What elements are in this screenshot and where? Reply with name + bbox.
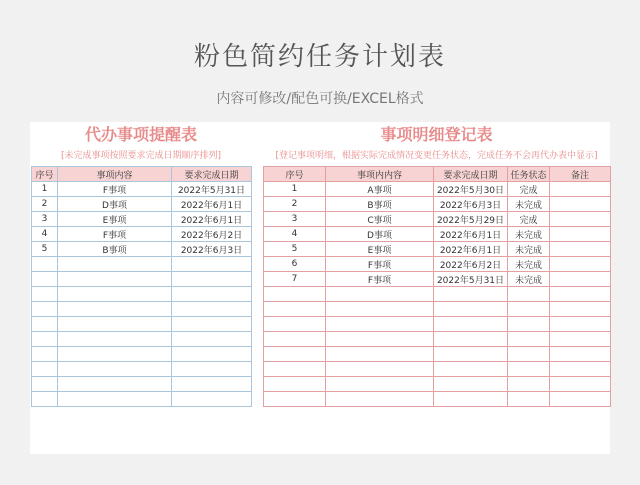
table-cell[interactable]: 2 (32, 197, 58, 212)
table-cell[interactable]: 3 (32, 212, 58, 227)
table-cell[interactable] (326, 347, 434, 362)
table-cell[interactable]: 2022年5月31日 (172, 182, 252, 197)
table-cell[interactable]: D事项 (326, 227, 434, 242)
table-cell[interactable] (58, 257, 172, 272)
table-cell[interactable]: A事项 (326, 182, 434, 197)
table-row (264, 272, 611, 287)
detail-table (263, 166, 611, 407)
table-cell[interactable]: 2022年5月29日 (434, 212, 508, 227)
table-cell[interactable] (550, 242, 611, 257)
table-cell[interactable] (32, 272, 58, 287)
table-cell[interactable] (326, 332, 434, 347)
table-cell[interactable] (550, 197, 611, 212)
table-cell[interactable]: B事项 (58, 242, 172, 257)
table-row (264, 227, 611, 242)
table-cell[interactable] (264, 347, 326, 362)
table-cell[interactable]: 2022年5月31日 (434, 272, 508, 287)
table-row (32, 332, 252, 347)
table-row (264, 287, 611, 302)
table-cell[interactable]: 5 (32, 242, 58, 257)
table-row (264, 362, 611, 377)
column-header: 事项内容 (58, 167, 172, 182)
table-cell[interactable]: 4 (32, 227, 58, 242)
table-cell[interactable]: F事项 (58, 182, 172, 197)
table-cell[interactable] (508, 332, 550, 347)
table-cell[interactable] (550, 302, 611, 317)
table-row (32, 302, 252, 317)
table-row (32, 377, 252, 392)
table-cell[interactable]: D事项 (58, 197, 172, 212)
table-cell[interactable] (58, 317, 172, 332)
table-cell[interactable] (508, 347, 550, 362)
table-cell[interactable]: 2022年6月2日 (434, 257, 508, 272)
column-header: 备注 (550, 167, 611, 182)
page-subtitle: 内容可修改/配色可换/EXCEL格式 (216, 91, 424, 107)
table-cell[interactable] (434, 302, 508, 317)
table-cell[interactable] (434, 362, 508, 377)
column-header: 事项内内容 (326, 167, 434, 182)
table-cell[interactable] (550, 332, 611, 347)
table-cell[interactable]: 2 (264, 197, 326, 212)
table-cell[interactable] (32, 347, 58, 362)
table-row (264, 347, 611, 362)
table-cell[interactable]: 未完成 (508, 257, 550, 272)
table-row (32, 212, 252, 227)
table-cell[interactable] (434, 347, 508, 362)
table-cell[interactable] (172, 392, 252, 407)
table-cell[interactable]: 2022年6月3日 (434, 197, 508, 212)
page-title: 粉色简约任务计划表 (193, 42, 446, 72)
table-row (32, 287, 252, 302)
table-cell[interactable] (434, 377, 508, 392)
table-cell[interactable]: 2022年6月1日 (172, 197, 252, 212)
table-cell[interactable] (508, 317, 550, 332)
table-cell[interactable] (172, 362, 252, 377)
table-cell[interactable] (326, 362, 434, 377)
table-cell[interactable] (264, 332, 326, 347)
table-cell[interactable]: E事项 (326, 242, 434, 257)
table-row (264, 332, 611, 347)
detail-panel-note: [登记事项明细，根据实际完成情况变更任务状态，完成任务不会再代办表中显示] (275, 151, 598, 161)
table-cell[interactable] (32, 257, 58, 272)
table-cell[interactable]: 2022年6月2日 (172, 227, 252, 242)
table-cell[interactable] (550, 347, 611, 362)
table-cell[interactable]: 1 (264, 182, 326, 197)
table-cell[interactable] (550, 257, 611, 272)
table-cell[interactable]: F事项 (58, 227, 172, 242)
table-row (32, 242, 252, 257)
table-row (32, 392, 252, 407)
table-cell[interactable] (264, 392, 326, 407)
table-cell[interactable]: 未完成 (508, 227, 550, 242)
table-cell[interactable]: 6 (264, 257, 326, 272)
table-cell[interactable] (264, 362, 326, 377)
table-cell[interactable] (550, 362, 611, 377)
todo-table (31, 166, 252, 407)
table-cell[interactable]: 完成 (508, 212, 550, 227)
table-cell[interactable] (32, 332, 58, 347)
table-cell[interactable] (32, 362, 58, 377)
table-cell[interactable] (58, 392, 172, 407)
table-cell[interactable]: 7 (264, 272, 326, 287)
table-cell[interactable] (326, 287, 434, 302)
table-cell[interactable] (434, 287, 508, 302)
column-header: 序号 (32, 167, 58, 182)
table-cell[interactable] (172, 287, 252, 302)
table-header-row (32, 167, 252, 182)
table-cell[interactable] (172, 257, 252, 272)
table-row (32, 347, 252, 362)
table-cell[interactable]: 2022年6月1日 (172, 212, 252, 227)
table-cell[interactable] (326, 377, 434, 392)
table-cell[interactable]: 3 (264, 212, 326, 227)
table-cell[interactable] (58, 362, 172, 377)
table-cell[interactable] (550, 182, 611, 197)
table-row (32, 197, 252, 212)
table-cell[interactable] (32, 392, 58, 407)
table-row (264, 317, 611, 332)
table-cell[interactable] (172, 317, 252, 332)
table-cell[interactable]: B事项 (326, 197, 434, 212)
column-header: 序号 (264, 167, 326, 182)
table-cell[interactable]: 未完成 (508, 242, 550, 257)
table-cell[interactable] (32, 377, 58, 392)
table-cell[interactable]: F事项 (326, 257, 434, 272)
table-cell[interactable] (550, 227, 611, 242)
table-row (32, 362, 252, 377)
table-cell[interactable] (172, 302, 252, 317)
table-cell[interactable] (32, 317, 58, 332)
table-header-row (264, 167, 611, 182)
table-cell[interactable] (32, 287, 58, 302)
table-cell[interactable] (264, 317, 326, 332)
table-cell[interactable] (508, 287, 550, 302)
table-row (32, 257, 252, 272)
column-header: 任务状态 (508, 167, 550, 182)
detail-panel-title: 事项明细登记表 (380, 125, 493, 144)
table-cell[interactable] (58, 377, 172, 392)
table-cell[interactable] (326, 317, 434, 332)
table-cell[interactable] (172, 272, 252, 287)
table-cell[interactable]: E事项 (58, 212, 172, 227)
table-cell[interactable]: 2022年6月1日 (434, 227, 508, 242)
table-cell[interactable]: 未完成 (508, 272, 550, 287)
table-cell[interactable] (508, 392, 550, 407)
table-cell[interactable] (58, 302, 172, 317)
table-cell[interactable] (264, 302, 326, 317)
table-cell[interactable]: 2022年5月30日 (434, 182, 508, 197)
table-row (32, 227, 252, 242)
table-row (264, 392, 611, 407)
table-row (32, 317, 252, 332)
table-row (32, 182, 252, 197)
table-cell[interactable] (264, 377, 326, 392)
table-cell[interactable] (434, 332, 508, 347)
column-header: 要求完成日期 (434, 167, 508, 182)
todo-panel-title: 代办事项提醒表 (84, 125, 197, 144)
table-cell[interactable]: 1 (32, 182, 58, 197)
table-cell[interactable] (550, 377, 611, 392)
table-cell[interactable] (58, 347, 172, 362)
table-row (264, 302, 611, 317)
table-cell[interactable]: 未完成 (508, 197, 550, 212)
table-cell[interactable] (550, 287, 611, 302)
table-cell[interactable] (434, 392, 508, 407)
task-detail-panel (263, 122, 610, 407)
table-cell[interactable]: 2022年6月3日 (172, 242, 252, 257)
spreadsheet-area (30, 122, 610, 454)
table-cell[interactable]: 完成 (508, 182, 550, 197)
table-cell[interactable] (550, 392, 611, 407)
table-cell[interactable] (326, 302, 434, 317)
table-cell[interactable] (58, 332, 172, 347)
table-cell[interactable] (58, 287, 172, 302)
table-row (264, 182, 611, 197)
table-cell[interactable] (550, 272, 611, 287)
table-cell[interactable] (172, 377, 252, 392)
table-cell[interactable]: 5 (264, 242, 326, 257)
table-cell[interactable] (326, 392, 434, 407)
table-row (264, 377, 611, 392)
todo-reminder-panel (31, 122, 251, 407)
column-header: 要求完成日期 (172, 167, 252, 182)
table-cell[interactable] (32, 302, 58, 317)
table-cell[interactable]: C事项 (326, 212, 434, 227)
table-cell[interactable] (508, 377, 550, 392)
table-row (264, 242, 611, 257)
table-cell[interactable] (508, 362, 550, 377)
table-cell[interactable] (434, 317, 508, 332)
table-cell[interactable] (172, 347, 252, 362)
table-cell[interactable]: 2022年6月1日 (434, 242, 508, 257)
table-cell[interactable] (508, 302, 550, 317)
table-cell[interactable] (172, 332, 252, 347)
table-row (32, 272, 252, 287)
table-cell[interactable]: F事项 (326, 272, 434, 287)
table-cell[interactable]: 4 (264, 227, 326, 242)
table-row (264, 257, 611, 272)
table-cell[interactable] (550, 212, 611, 227)
table-row (264, 212, 611, 227)
table-cell[interactable] (58, 272, 172, 287)
table-row (264, 197, 611, 212)
todo-panel-note: [未完成事项按照要求完成日期顺序排列] (60, 151, 222, 161)
table-cell[interactable] (550, 317, 611, 332)
table-cell[interactable] (264, 287, 326, 302)
